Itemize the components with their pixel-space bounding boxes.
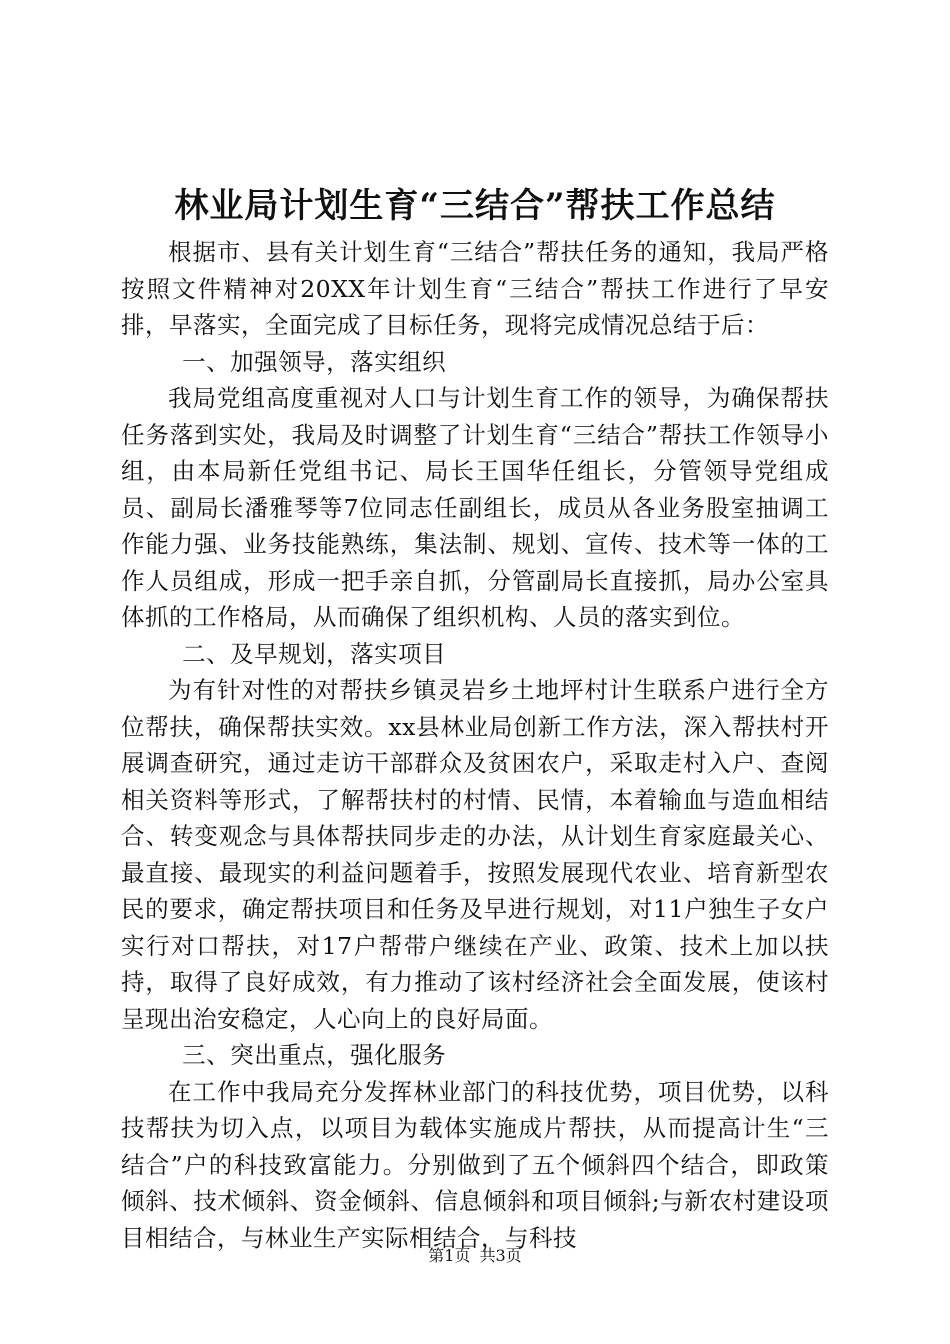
section-heading-1: 一、加强领导，落实组织 [182, 347, 447, 376]
intro-paragraph: 根据市、县有关计划生育“三结合”帮扶任务的通知，我局严格按照文件精神对20XX年计划生育“三结合”帮扶工作进行了早安排，早落实，全面完成了目标任务，现将完成情况总结于后： [121, 238, 829, 339]
page-number: 第1页 [428, 1246, 471, 1265]
section-heading-2: 二、及早规划，落实项目 [182, 639, 447, 668]
document-body [121, 234, 829, 1256]
section-1-paragraph: 我局党组高度重视对人口与计划生育工作的领导，为确保帮扶任务落到实处，我局及时调整了计划生育“三结合”帮扶工作领导小组，由本局新任党组书记、局长王国华任组长，分管领导党组成员、副局长潘雅琴等7位同志任副组长，成员从各业务股室抽调工作能力强、业务技能熟练，集法制、规划、宣传、技术等一体的工作人员组成，形成一把手亲自抓，分管副局长直接抓，局办公室具体抓的工作格局，从而确保了组织机构、人员的落实到位。 [121, 384, 829, 631]
page-total: 共3页 [479, 1246, 522, 1265]
page-footer [0, 1246, 950, 1266]
document-title: 林业局计划生育“三结合”帮扶工作总结 [174, 186, 776, 226]
section-heading-3: 三、突出重点，强化服务 [182, 1041, 447, 1069]
section-2-paragraph: 为有针对性的对帮扶乡镇灵岩乡土地坪村计生联系户进行全方位帮扶，确保帮扶实效。xx县林业局创新工作方法，深入帮扶村开展调查研究，通过走访干部群众及贫困农户，采取走村入户、查阅相关资料等形式，了解帮扶村的村情、民情，本着输血与造血相结合、转变观念与具体帮扶同步走的办法，从计划生育家庭最关心、最直接、最现实的利益问题着手，按照发展现代农业、培育新型农民的要求，确定帮扶项目和任务及早进行规划，对11户独生子女户实行对口帮扶，对17户帮带户继续在产业、政策、技术上加以扶持，取得了良好成效，有力推动了该村经济社会全面发展，使该村呈现出治安稳定，人心向上的良好局面。 [121, 676, 829, 1033]
section-3-paragraph: 在工作中我局充分发挥林业部门的科技优势，项目优势，以科技帮扶为切入点，以项目为载体实施成片帮扶，从而提高计生“三结合”户的科技致富能力。分别做到了五个倾斜四个结合，即政策倾斜、技术倾斜、资金倾斜、信息倾斜和项目倾斜;与新农村建设项目相结合，与林业生产实际相结合，与科技 [121, 1077, 829, 1252]
